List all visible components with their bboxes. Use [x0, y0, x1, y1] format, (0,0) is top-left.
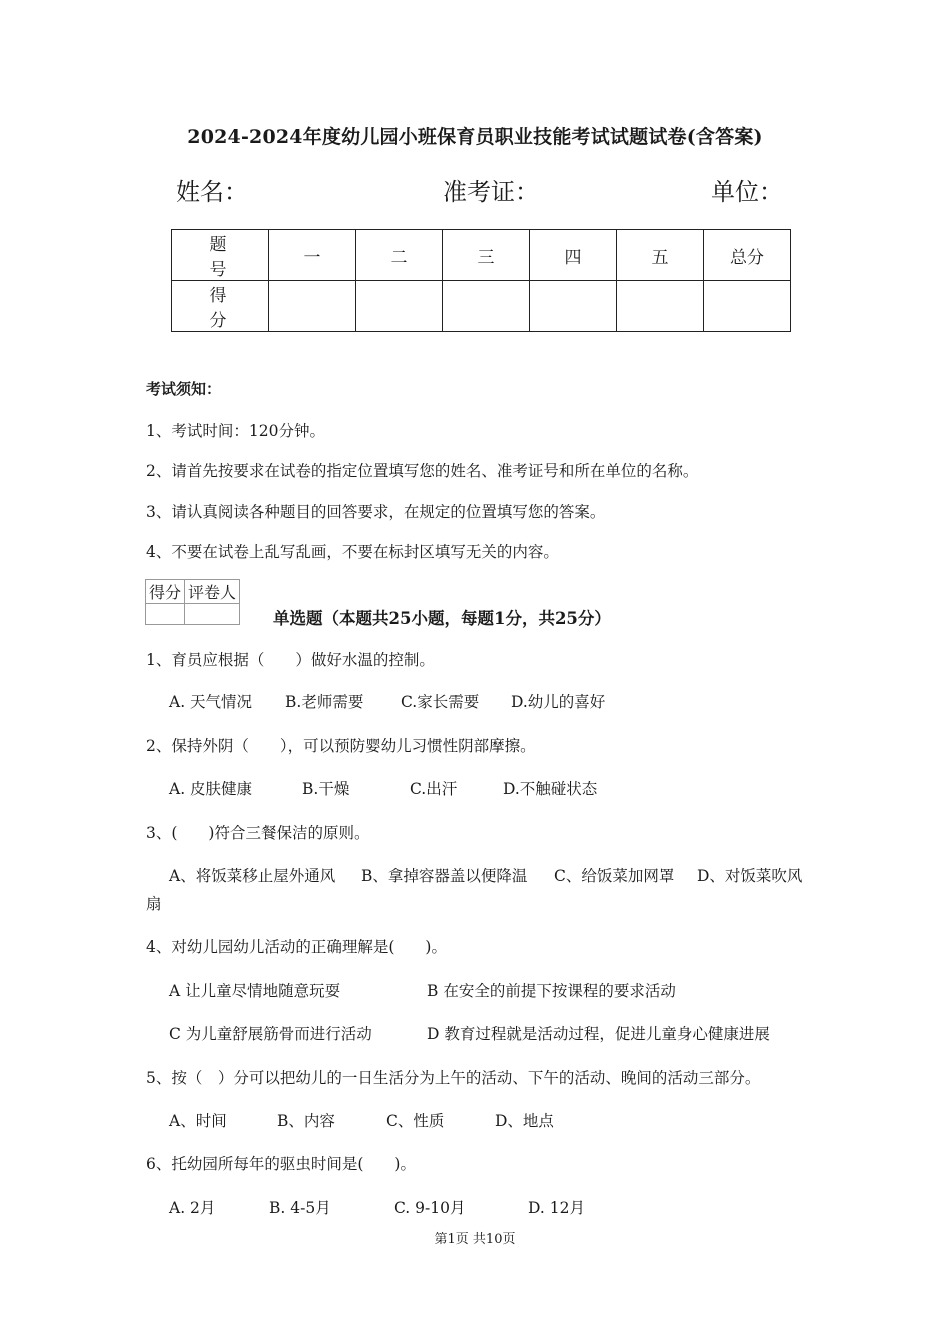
page-footer: 第1页 共10页: [434, 1232, 516, 1247]
score-table-header-row: [172, 230, 791, 281]
question-option[interactable]: A 让儿童尽情地随意玩耍: [169, 982, 341, 1000]
question-option[interactable]: C 为儿童舒展筋骨而进行活动: [169, 1025, 372, 1043]
note-item: 4、不要在试卷上乱写乱画，不要在标封区填写无关的内容。: [146, 543, 559, 561]
grader-score-label: 得分: [146, 580, 185, 604]
score-header-cell: 总分: [704, 230, 791, 281]
grader-box: [145, 579, 240, 625]
question-option[interactable]: D 教育过程就是活动过程，促进儿童身心健康进展: [427, 1025, 770, 1043]
score-cell[interactable]: [617, 281, 704, 332]
notes-heading: 考试须知：: [146, 380, 222, 398]
question-option[interactable]: C、性质: [386, 1112, 445, 1130]
score-row-label: 得 分: [172, 281, 269, 332]
question-option[interactable]: D.幼儿的喜好: [511, 693, 606, 711]
question-option[interactable]: D. 12月: [528, 1199, 585, 1217]
note-item: 2、请首先按要求在试卷的指定位置填写您的姓名、准考证号和所在单位的名称。: [146, 462, 699, 480]
score-table-score-row: [172, 281, 791, 332]
question-option[interactable]: B、内容: [277, 1112, 335, 1130]
section-title: 单选题（本题共25小题，每题1分，共25分）: [273, 609, 611, 628]
page-title: 2024-2024年度幼儿园小班保育员职业技能考试试题试卷(含答案): [187, 126, 763, 148]
score-cell[interactable]: [443, 281, 530, 332]
question-option[interactable]: A. 天气情况: [169, 693, 253, 711]
score-header-cell: 五: [617, 230, 704, 281]
unit-label: 单位：: [711, 178, 783, 206]
score-header-label: 题 号: [172, 230, 269, 281]
question-option[interactable]: A、将饭菜移止屋外通风: [169, 867, 336, 885]
grader-reviewer-label: 评卷人: [185, 580, 240, 604]
question-option[interactable]: B. 4-5月: [269, 1199, 331, 1217]
question-stem: 4、对幼儿园幼儿活动的正确理解是( )。: [146, 938, 447, 956]
question-option[interactable]: B.干燥: [302, 780, 350, 798]
score-cell[interactable]: [269, 281, 356, 332]
question-stem: 1、育员应根据（ ）做好水温的控制。: [146, 651, 435, 669]
question-stem: 5、按（ ）分可以把幼儿的一日生活分为上午的活动、下午的活动、晚间的活动三部分。: [146, 1069, 761, 1087]
score-cell[interactable]: [530, 281, 617, 332]
question-option[interactable]: B.老师需要: [285, 693, 364, 711]
question-option[interactable]: A. 皮肤健康: [169, 780, 253, 798]
question-option[interactable]: C.家长需要: [401, 693, 480, 711]
question-option[interactable]: B、拿掉容器盖以便降温: [361, 867, 528, 885]
note-item: 3、请认真阅读各种题目的回答要求，在规定的位置填写您的答案。: [146, 503, 606, 521]
score-cell[interactable]: [356, 281, 443, 332]
question-option[interactable]: C.出汗: [410, 780, 458, 798]
question-option[interactable]: D、对饭菜吹风: [697, 867, 803, 885]
name-label: 姓名：: [176, 178, 248, 206]
score-header-cell: 一: [269, 230, 356, 281]
question-option[interactable]: A. 2月: [169, 1199, 216, 1217]
question-option-wrap: 扇: [146, 895, 162, 913]
score-cell[interactable]: [704, 281, 791, 332]
score-table: [171, 229, 791, 332]
question-stem: 6、托幼园所每年的驱虫时间是( )。: [146, 1155, 416, 1173]
question-option[interactable]: A、时间: [169, 1112, 227, 1130]
grader-score-cell[interactable]: [146, 604, 185, 625]
note-item: 1、考试时间：120分钟。: [146, 422, 325, 440]
score-header-cell: 二: [356, 230, 443, 281]
question-option[interactable]: C、给饭菜加网罩: [554, 867, 675, 885]
question-stem: 3、( )符合三餐保洁的原则。: [146, 824, 370, 842]
score-header-cell: 三: [443, 230, 530, 281]
exam-number-label: 准考证：: [443, 178, 539, 206]
question-stem: 2、保持外阴（ ），可以预防婴幼儿习惯性阴部摩擦。: [146, 737, 536, 755]
question-option[interactable]: C. 9-10月: [394, 1199, 466, 1217]
score-header-cell: 四: [530, 230, 617, 281]
question-option[interactable]: B 在安全的前提下按课程的要求活动: [427, 982, 676, 1000]
grader-reviewer-cell[interactable]: [185, 604, 240, 625]
question-option[interactable]: D.不触碰状态: [503, 780, 598, 798]
question-option[interactable]: D、地点: [495, 1112, 554, 1130]
